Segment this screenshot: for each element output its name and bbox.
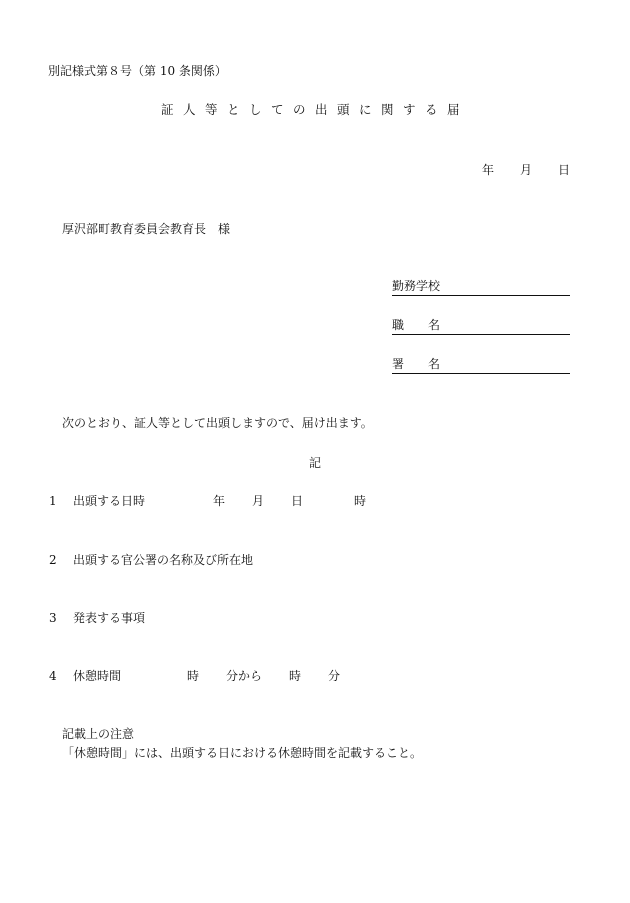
item-number: 2 [49,553,57,567]
end-hour-label: 時 [289,669,302,683]
item-number: 3 [49,611,57,625]
notes-title: 記載上の注意 [62,727,135,741]
form-number: 別記様式第８号（第 10 条関係） [48,64,227,78]
start-minute-label: 分から [226,669,263,683]
item-label: 出頭する日時 [73,494,146,508]
notes-body: 「休憩時間」には、出頭する日における休憩時間を記載すること。 [62,746,423,760]
hour-field-label: 時 [354,494,367,508]
school-label: 勤務学校 [392,279,441,293]
document-title: 証人等としての出頭に関する届 [160,102,469,117]
statement: 次のとおり、証人等として出頭しますので、届け出ます。 [62,416,373,430]
ki-heading: 記 [308,456,321,470]
position-label: 職 名 [392,318,441,332]
item-label: 出頭する官公署の名称及び所在地 [73,553,254,567]
month-field-label: 月 [252,494,265,508]
item-label: 休憩時間 [73,669,122,683]
position-signature-line[interactable] [392,318,570,335]
school-signature-line[interactable] [392,279,570,296]
item-label: 発表する事項 [73,611,146,625]
name-label: 署 名 [392,357,441,371]
date-year-label: 年 [482,163,495,177]
year-field-label: 年 [213,494,226,508]
end-minute-label: 分 [328,669,341,683]
item-number: 1 [49,494,57,508]
day-field-label: 日 [291,494,304,508]
addressee: 厚沢部町教育委員会教育長 様 [62,222,231,236]
date-month-label: 月 [520,163,533,177]
name-signature-line[interactable] [392,357,570,374]
item-number: 4 [49,669,57,683]
date-day-label: 日 [558,163,571,177]
start-hour-label: 時 [187,669,200,683]
